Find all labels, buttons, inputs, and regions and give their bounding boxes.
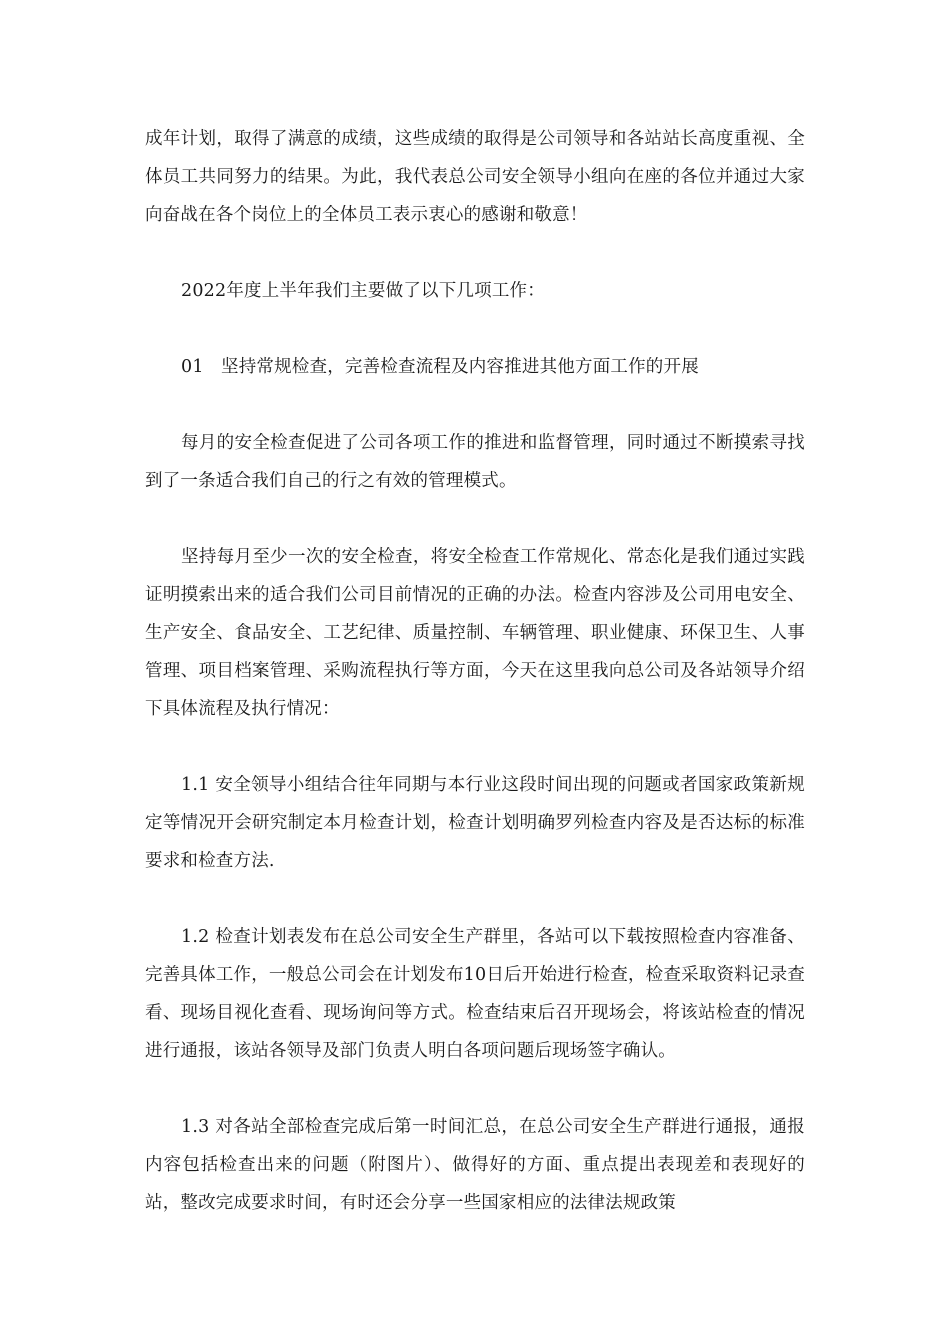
- section-title: 坚持常规检查，完善检查流程及内容推进其他方面工作的开展: [221, 357, 699, 377]
- document-body: [145, 120, 805, 1260]
- paragraph-monthly-check: 每月的安全检查促进了公司各项工作的推进和监督管理，同时通过不断摸索寻找到了一条适合我们自己的行之有效的管理模式。: [145, 433, 805, 491]
- paragraph-item-1-1: 1.1 安全领导小组结合往年同期与本行业这段时间出现的问题或者国家政策新规定等情况开会研究制定本月检查计划，检查计划明确罗列检查内容及是否达标的标准要求和检查方法.: [145, 775, 805, 871]
- paragraph-item-1-3: 1.3 对各站全部检查完成后第一时间汇总，在总公司安全生产群进行通报，通报内容包括检查出来的问题（附图片）、做得好的方面、重点提出表现差和表现好的站，整改完成要求时间，有时还会分享一些国家相应的法律法规政策: [145, 1117, 805, 1213]
- section-number: 01: [181, 357, 204, 377]
- paragraph-item-1-2: 1.2 检查计划表发布在总公司安全生产群里，各站可以下载按照检查内容准备、完善具体工作，一般总公司会在计划发布10日后开始进行检查，检查采取资料记录查看、现场目视化查看、现场询问等方式。检查结束后召开现场会，将该站检查的情况进行通报，该站各领导及部门负责人明白各项问题后现场签字确认。: [145, 927, 805, 1061]
- paragraph-check-scope: 坚持每月至少一次的安全检查，将安全检查工作常规化、常态化是我们通过实践证明摸索出来的适合我们公司目前情况的正确的办法。检查内容涉及公司用电安全、生产安全、食品安全、工艺纪律、质量控制、车辆管理、职业健康、环保卫生、人事管理、项目档案管理、采购流程执行等方面，今天在这里我向总公司及各站领导介绍下具体流程及执行情况：: [145, 547, 805, 719]
- section-heading: [145, 348, 805, 386]
- paragraph-work-summary: 2022年度上半年我们主要做了以下几项工作：: [181, 281, 545, 301]
- paragraph-intro: 成年计划，取得了满意的成绩，这些成绩的取得是公司领导和各站站长高度重视、全体员工共同努力的结果。为此，我代表总公司安全领导小组向在座的各位并通过大家向奋战在各个岗位上的全体员工表示衷心的感谢和敬意！: [145, 129, 805, 225]
